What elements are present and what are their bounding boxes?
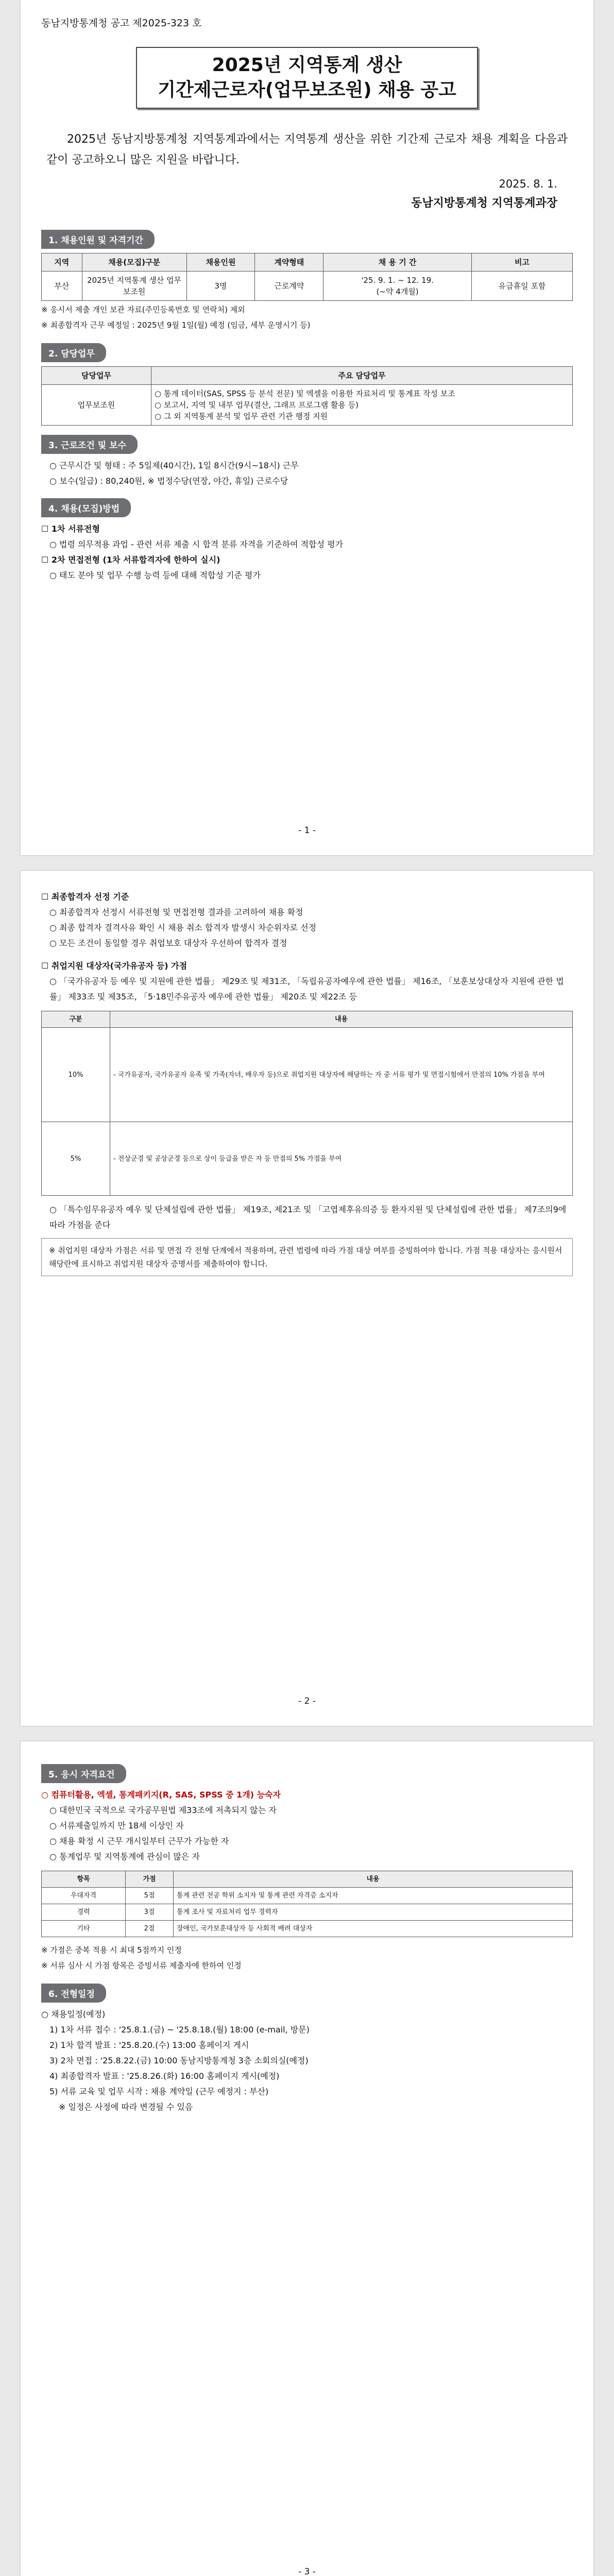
schedule-line: 1) 1차 서류 접수 : '25.8.1.(금) ~ '25.8.18.(월) 18:00 (e-mail, 방문) — [49, 2025, 310, 2035]
table-cell: 기타 — [42, 1921, 126, 1937]
table-cell: 업무보조원 — [42, 385, 151, 426]
col-header: 계약형태 — [255, 253, 323, 272]
method-line: ○ 태도 분야 및 업무 수행 능력 등에 대해 적합성 기준 평가 — [49, 570, 261, 580]
recruitment-table — [41, 253, 573, 301]
table-row — [42, 1921, 573, 1937]
section-6-heading: 6. 전형일정 — [41, 1984, 106, 2003]
announcement-date: 2025. 8. 1. — [499, 178, 557, 190]
section-3-heading: 3. 근로조건 및 보수 — [41, 435, 138, 454]
issuing-organization: 동남지방통계청 지역통계과장 — [411, 197, 557, 210]
table-header-row — [42, 1871, 573, 1888]
gazette-number: 동남지방통계청 공고 제2025-323 호 — [41, 18, 202, 29]
page-number: - 1 - — [298, 825, 316, 836]
table-row — [42, 1122, 573, 1196]
method-line: ☐ 1차 서류전형 — [41, 524, 100, 534]
table-cell: 5점 — [126, 1888, 174, 1904]
qualification-line: ○ 대한민국 국적으로 국가공무원법 제33조에 저촉되지 않는 자 — [49, 1805, 277, 1815]
duty-item: ○ 보고서, 지역 및 내부 업무(결산, 그래프 프로그램 활용 등) — [155, 400, 359, 410]
criteria-line: ○ 최종 합격자 결격사유 확인 시 채용 취소 합격자 발생시 차순위자로 선정 — [49, 923, 317, 933]
col-header: 채 용 기 간 — [323, 253, 472, 272]
table-cell: 장애인, 국가보훈대상자 등 사회적 배려 대상자 — [174, 1921, 573, 1937]
note-line: ※ 가점은 중복 적용 시 최대 5점까지 인정 — [41, 1945, 182, 1955]
table-cell: 5% — [42, 1122, 110, 1196]
note-line: ※ 응시서 제출 개인 보관 자료(주민등록번호 및 연락처) 제외 — [41, 305, 245, 314]
duties-table — [41, 366, 573, 426]
section-4-heading: 4. 채용(모집)방법 — [41, 498, 131, 517]
col-header: 채용(모집)구분 — [82, 253, 186, 272]
criteria-line: ○ 최종합격자 선정시 서류전형 및 면접전형 결과를 고려하여 채용 확정 — [49, 907, 303, 917]
qualification-line: ○ 서류제출일까지 만 18세 이상인 자 — [49, 1821, 184, 1831]
table-header-row — [42, 1011, 573, 1028]
section-1-heading: 1. 채용인원 및 자격기간 — [41, 230, 155, 249]
schedule-line: ※ 일정은 사정에 따라 변경될 수 있음 — [59, 2102, 193, 2112]
duty-item: ○ 통계 데이터(SAS, SPSS 등 분석 전문) 및 엑셀을 이용한 자료처리 및 통계표 작성 보조 — [155, 389, 455, 398]
table-row — [42, 1028, 573, 1122]
schedule-line: 2) 1차 합격 발표 : '25.8.20.(수) 13:00 홈페이지 게시 — [49, 2040, 249, 2050]
table-cell: 경력 — [42, 1904, 126, 1921]
criteria-line: ○ 「국가유공자 등 예우 및 지원에 관한 법률」 제29조 및 제31조, 「독립유공자예우에 관한 법률」 제16조, 「보훈보상대상자 지원에 관한 법률」 제33조 및 제35조, 「5·18민주유공자 예우에 관한 법률」 제20조 및 제22조 등 — [49, 976, 564, 1002]
schedule-line: 5) 서류 교육 및 업무 시작 : 채용 계약일 (근무 예정지 : 부산) — [49, 2087, 269, 2096]
table-cell: 3점 — [126, 1904, 174, 1921]
col-header: 담당업무 — [42, 367, 151, 385]
note-line: ※ 최종합격자 근무 예정일 : 2025년 9월 1일(월) 예정 (임금, 세부 운영시기 등) — [41, 320, 311, 330]
intro-paragraph: 2025년 동남지방통계청 지역통계과에서는 지역통계 생산을 위한 기간제 근로자 채용 계획을 다음과 같이 공고하오니 많은 지원을 바랍니다. — [46, 133, 568, 166]
condition-line: ○ 보수(일급) : 80,240원, ※ 법정수당(연장, 야간, 휴일) 근로수당 — [49, 476, 288, 486]
page-number: - 2 - — [298, 1696, 316, 1706]
col-header: 구분 — [42, 1011, 110, 1028]
table-row — [42, 1904, 573, 1921]
table-row — [42, 272, 573, 301]
table-cell: - 국가유공자, 국가유공자 유족 및 가족(자녀, 배우자 등)으로 취업지원 대상자에 해당하는 자 중 서류 평가 및 면접시험에서 만점의 10% 가점을 부여 — [110, 1028, 573, 1122]
table-cell: 2025년 지역통계 생산 업무보조원 — [82, 272, 186, 301]
col-header: 비고 — [471, 253, 572, 272]
col-header: 내용 — [110, 1011, 573, 1028]
schedule-line: 4) 최종합격자 발표 : '25.8.26.(화) 16:00 홈페이지 게시(예정) — [49, 2071, 280, 2081]
bonus-table — [41, 1011, 573, 1196]
table-cell: 우대자격 — [42, 1888, 126, 1904]
table-row — [42, 1888, 573, 1904]
col-header: 주요 담당업무 — [151, 367, 573, 385]
document-page-3 — [21, 1741, 593, 2576]
method-line: ○ 법령 의무적용 과업 - 관련 서류 제출 시 합격 분류 자격을 기준하여 적합성 평가 — [49, 539, 344, 549]
table-cell: 2점 — [126, 1921, 174, 1937]
criteria-line: ○ 모든 조건이 동일할 경우 취업보호 대상자 우선하여 합격자 결정 — [49, 938, 287, 948]
qualification-line: ○ 컴퓨터활용, 엑셀, 통계패키지(R, SAS, SPSS 중 1개) 능숙자 — [41, 1790, 281, 1800]
page-number: - 3 - — [298, 2567, 316, 2576]
table-header-row — [42, 253, 573, 272]
table-cell: - 전상군경 및 공상군경 등으로 상이 등급을 받은 자 등 만점의 5% 가점을 부여 — [110, 1122, 573, 1196]
title-line-1: 2025년 지역통계 생산 — [212, 55, 402, 76]
table-cell: 유급휴일 포함 — [471, 272, 572, 301]
bonus-note: ※ 취업지원 대상자 가점은 서류 및 면접 각 전형 단계에서 적용하며, 관련 법령에 따라 가점 대상 여부를 증빙하여야 합니다. 가점 적용 대상자는 응시원서 해당란에 표시하고 취업지원 대상자 증명서를 제출하여야 합니다. — [41, 1238, 573, 1276]
table-cell: 통계 관련 전공 학위 소지자 및 통계 관련 자격증 소지자 — [174, 1888, 573, 1904]
document-page-1 — [21, 0, 593, 855]
table-cell: 부산 — [42, 272, 82, 301]
table-cell: 3명 — [186, 272, 255, 301]
condition-line: ○ 근무시간 및 형태 : 주 5일제(40시간), 1일 8시간(9시~18시) 근무 — [49, 461, 299, 470]
title-line-2: 기간제근로자(업무보조원) 채용 공고 — [158, 79, 456, 100]
table-cell: '25. 9. 1. ~ 12. 19. (~약 4개월) — [323, 272, 472, 301]
section-2-heading: 2. 담당업무 — [41, 343, 106, 362]
table-cell: 10% — [42, 1028, 110, 1122]
section-5-heading: 5. 응시 자격요건 — [41, 1764, 126, 1783]
table-row — [42, 385, 573, 426]
table-cell: 통계 조사 및 자료처리 업무 경력자 — [174, 1904, 573, 1921]
col-header: 가점 — [126, 1871, 174, 1888]
note-line: ※ 서류 심사 시 가점 항목은 증빙서류 제출자에 한하여 인정 — [41, 1961, 242, 1970]
col-header: 지역 — [42, 253, 82, 272]
method-line: ☐ 2차 면접전형 (1차 서류합격자에 한하여 실시) — [41, 555, 220, 565]
table-cell: 근로계약 — [255, 272, 323, 301]
col-header: 항목 — [42, 1871, 126, 1888]
criteria-line: ☐ 취업지원 대상자(국가유공자 등) 가점 — [41, 961, 187, 971]
duty-item: ○ 그 외 지역통계 분석 및 업무 관련 기관 행정 지원 — [155, 412, 328, 421]
criteria-line: ☐ 최종합격자 선정 기준 — [41, 892, 129, 902]
schedule-line: ○ 채용일정(예정) — [41, 2009, 106, 2019]
duties-list-cell — [151, 385, 573, 426]
preference-table — [41, 1871, 573, 1937]
qualification-line: ○ 채용 확정 시 근무 개시일부터 근무가 가능한 자 — [49, 1836, 229, 1846]
col-header: 채용인원 — [186, 253, 255, 272]
col-header: 내용 — [174, 1871, 573, 1888]
criteria-line: ○ 「특수임무유공자 예우 및 단체설립에 관한 법률」 제19조, 제21조 및 「고엽제후유의증 등 환자지원 및 단체설립에 관한 법률」 제7조의9에 따라 가점을 준다 — [49, 1205, 567, 1230]
table-header-row — [42, 367, 573, 385]
qualification-line: ○ 통계업무 및 지역통계에 관심이 많은 자 — [49, 1852, 200, 1861]
schedule-line: 3) 2차 면접 : '25.8.22.(금) 10:00 동남지방통계청 3층 소회의실(예정) — [49, 2056, 309, 2065]
document-page-2 — [21, 871, 593, 1726]
announcement-title — [136, 47, 478, 109]
